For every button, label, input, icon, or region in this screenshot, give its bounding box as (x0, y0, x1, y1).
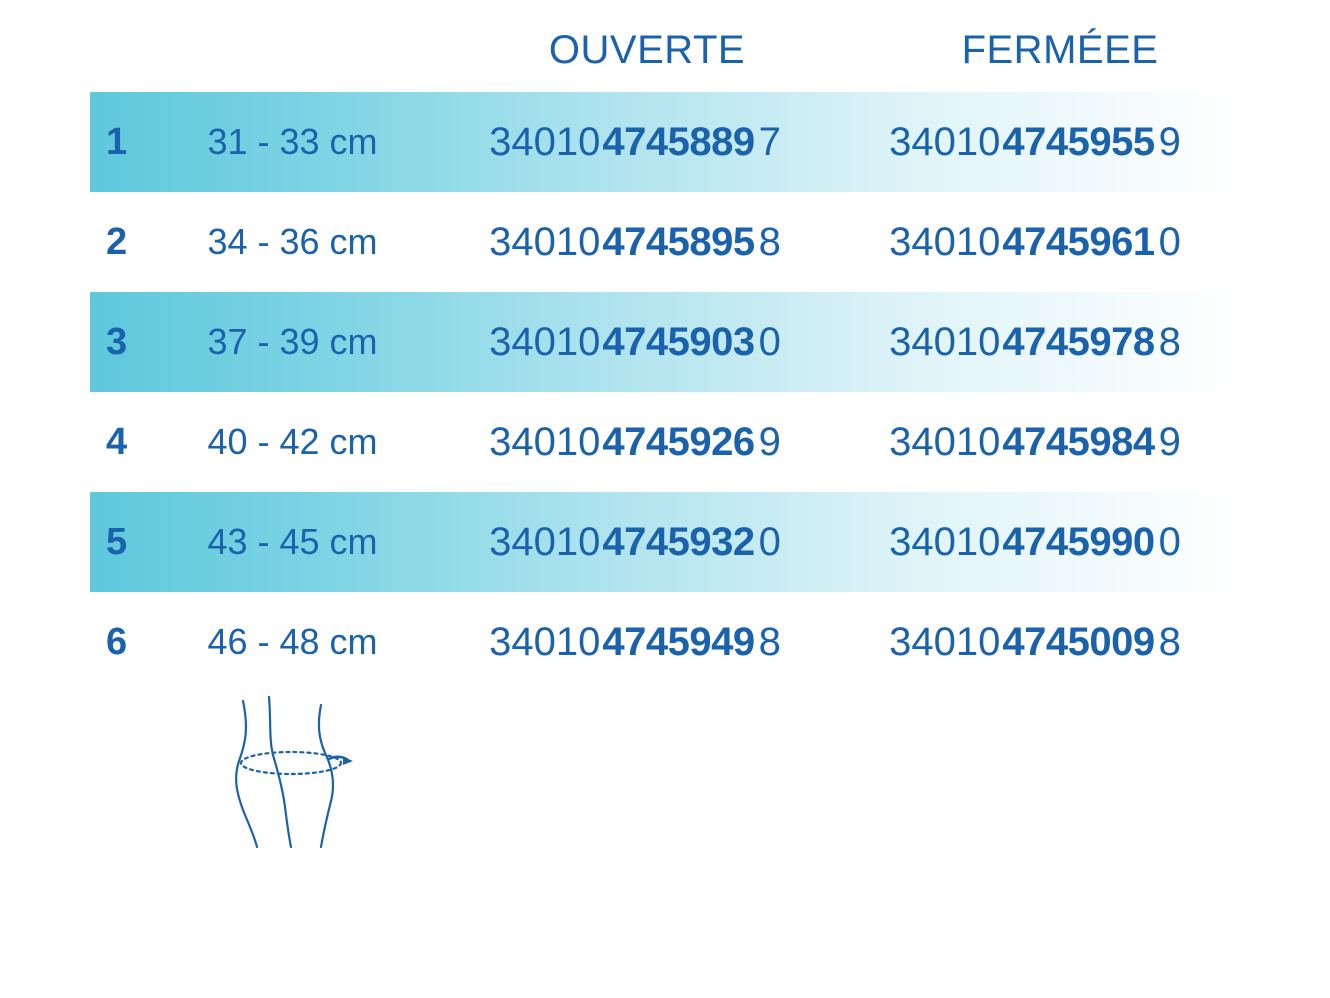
column-header-fermeee: FERMÉEE (961, 28, 1159, 72)
ref-suffix: 7 (758, 119, 781, 164)
ref-prefix: 34010 (489, 219, 601, 264)
table-row (90, 592, 1240, 692)
table-row (90, 192, 1240, 292)
ref-prefix: 34010 (489, 319, 601, 364)
reference-open (435, 220, 835, 265)
ref-suffix: 8 (1158, 319, 1181, 364)
ref-main: 4745895 (602, 219, 755, 264)
ref-suffix: 9 (1158, 419, 1181, 464)
ref-prefix: 34010 (889, 319, 1001, 364)
table-row (90, 392, 1240, 492)
ref-suffix: 8 (758, 219, 781, 264)
ref-main: 4745955 (1002, 119, 1155, 164)
ref-main: 4745978 (1002, 319, 1155, 364)
circumference-range: 34 - 36 cm (207, 221, 378, 262)
reference-closed (835, 520, 1235, 565)
size-number: 3 (106, 320, 128, 363)
ref-main: 4745990 (1002, 519, 1155, 564)
ref-suffix: 8 (1158, 619, 1181, 664)
size-number: 6 (106, 620, 128, 663)
ref-prefix: 34010 (889, 119, 1001, 164)
reference-closed (835, 120, 1235, 165)
size-number: 5 (106, 520, 128, 563)
ref-suffix: 0 (1158, 219, 1181, 264)
ref-prefix: 34010 (489, 119, 601, 164)
ref-suffix: 8 (758, 619, 781, 664)
table-header (0, 28, 1330, 88)
table-row (90, 492, 1240, 592)
ref-main: 4745961 (1002, 219, 1155, 264)
reference-closed (835, 620, 1235, 665)
size-reference-table (90, 92, 1240, 692)
ref-prefix: 34010 (489, 419, 601, 464)
ref-prefix: 34010 (489, 619, 601, 664)
circumference-range: 31 - 33 cm (207, 121, 378, 162)
size-number: 4 (106, 420, 128, 463)
ref-suffix: 0 (758, 519, 781, 564)
circumference-range: 46 - 48 cm (207, 621, 378, 662)
ref-suffix: 9 (758, 419, 781, 464)
ref-prefix: 34010 (889, 219, 1001, 264)
reference-closed (835, 320, 1235, 365)
circumference-range: 43 - 45 cm (207, 521, 378, 562)
ref-main: 4745009 (1002, 619, 1155, 664)
knee-measurement-diagram (225, 695, 385, 865)
circumference-range: 40 - 42 cm (207, 421, 378, 462)
knee-measurement-icon (225, 695, 385, 865)
ref-suffix: 0 (1158, 519, 1181, 564)
reference-open (435, 320, 835, 365)
reference-closed (835, 220, 1235, 265)
ref-prefix: 34010 (889, 519, 1001, 564)
ref-suffix: 9 (1158, 119, 1181, 164)
ref-prefix: 34010 (889, 619, 1001, 664)
ref-prefix: 34010 (489, 519, 601, 564)
ref-main: 4745932 (602, 519, 755, 564)
ref-main: 4745903 (602, 319, 755, 364)
ref-suffix: 0 (758, 319, 781, 364)
ref-main: 4745949 (602, 619, 755, 664)
ref-main: 4745984 (1002, 419, 1155, 464)
ref-main: 4745926 (602, 419, 755, 464)
ref-main: 4745889 (602, 119, 755, 164)
size-number: 1 (106, 120, 128, 163)
reference-open (435, 420, 835, 465)
reference-open (435, 520, 835, 565)
reference-closed (835, 420, 1235, 465)
table-row (90, 292, 1240, 392)
reference-open (435, 620, 835, 665)
column-header-ouverte: OUVERTE (548, 28, 746, 72)
reference-open (435, 120, 835, 165)
size-number: 2 (106, 220, 128, 263)
ref-prefix: 34010 (889, 419, 1001, 464)
circumference-range: 37 - 39 cm (207, 321, 378, 362)
table-row (90, 92, 1240, 192)
